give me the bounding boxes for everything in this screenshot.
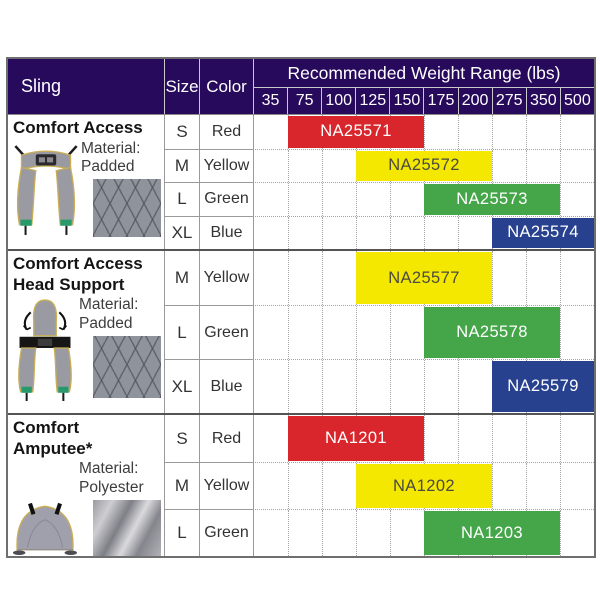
- grid-line: [458, 360, 459, 413]
- weight-track: [253, 149, 594, 183]
- weight-tick: 275: [492, 88, 526, 114]
- color-column-header: Color: [199, 59, 253, 114]
- color-value: Blue: [199, 359, 253, 413]
- size-value: L: [164, 509, 199, 556]
- product-title: Comfort Access: [13, 118, 143, 137]
- weight-range-bar: NA25573: [424, 184, 560, 215]
- grid-line: [560, 510, 561, 556]
- grid-line: [424, 360, 425, 413]
- grid-line: [288, 510, 289, 556]
- weight-range-header: [253, 59, 594, 114]
- weight-range-bar: NA1202: [356, 464, 492, 508]
- color-value: Red: [199, 115, 253, 149]
- table-row: [164, 149, 594, 183]
- grid-line: [322, 510, 323, 556]
- size-value: L: [164, 305, 199, 359]
- grid-line: [560, 415, 561, 462]
- size-value: XL: [164, 359, 199, 413]
- table-header: [8, 59, 594, 114]
- weight-range-bar: NA25571: [288, 116, 424, 148]
- grid-line: [560, 463, 561, 509]
- sling-column-header: Sling: [21, 76, 62, 96]
- grid-line: [356, 360, 357, 413]
- grid-line: [390, 510, 391, 556]
- grid-line: [390, 183, 391, 216]
- grid-line: [322, 150, 323, 183]
- weight-track: [253, 415, 594, 462]
- table-row: [164, 115, 594, 149]
- size-column-header: Size: [164, 59, 199, 114]
- color-value: Yellow: [199, 462, 253, 509]
- grid-line: [322, 183, 323, 216]
- grid-line: [492, 415, 493, 462]
- material-and-swatch: [79, 140, 161, 237]
- table-row: [164, 251, 594, 305]
- grid-line: [288, 251, 289, 305]
- padded-fabric-swatch: [93, 336, 161, 398]
- grid-line: [492, 115, 493, 149]
- color-value: Green: [199, 509, 253, 556]
- grid-line: [458, 115, 459, 149]
- group-rows: [164, 415, 594, 556]
- grid-line: [288, 150, 289, 183]
- table-row: [164, 305, 594, 359]
- product-group-comfort-access: [8, 114, 594, 249]
- weight-tick-row: [254, 88, 594, 114]
- table-row: [164, 509, 594, 556]
- weight-track: [253, 305, 594, 359]
- table-row: [164, 462, 594, 509]
- weight-tick: 500: [560, 88, 594, 114]
- grid-line: [424, 115, 425, 149]
- comfort-access-head-support-sling-image: [13, 296, 77, 402]
- sling-cell: [8, 115, 164, 249]
- weight-tick: 175: [423, 88, 457, 114]
- color-value: Yellow: [199, 251, 253, 305]
- grid-line: [322, 251, 323, 305]
- product-detail: [13, 460, 161, 556]
- material-text: [79, 460, 161, 497]
- grid-line: [458, 415, 459, 462]
- color-value: Red: [199, 415, 253, 462]
- weight-track: [253, 251, 594, 305]
- grid-line: [492, 150, 493, 183]
- weight-track: [253, 216, 594, 250]
- grid-line: [526, 150, 527, 183]
- color-value: Yellow: [199, 149, 253, 183]
- weight-range-bar: NA25579: [492, 361, 594, 412]
- grid-line: [560, 183, 561, 216]
- material-text: [81, 140, 161, 177]
- grid-line: [424, 217, 425, 250]
- material-text: [79, 296, 161, 333]
- grid-line: [560, 115, 561, 149]
- weight-track: [253, 509, 594, 556]
- weight-range-bar: NA25578: [424, 307, 560, 358]
- grid-line: [288, 360, 289, 413]
- sling-cell: [8, 415, 164, 556]
- size-value: S: [164, 115, 199, 149]
- weight-range-bar: NA1201: [288, 416, 424, 461]
- weight-range-title: Recommended Weight Range (lbs): [254, 59, 594, 88]
- grid-line: [492, 251, 493, 305]
- product-title: Comfort Amputee*: [13, 418, 93, 458]
- material-label: Material:: [81, 139, 141, 157]
- product-group-comfort-access-head-support: [8, 249, 594, 413]
- group-rows: [164, 251, 594, 413]
- product-group-comfort-amputee: [8, 413, 594, 556]
- grid-line: [322, 463, 323, 509]
- weight-tick: 150: [389, 88, 423, 114]
- material-and-swatch: [77, 460, 161, 556]
- grid-line: [390, 306, 391, 359]
- grid-line: [390, 360, 391, 413]
- material-label: Material:: [79, 296, 139, 314]
- size-value: XL: [164, 216, 199, 250]
- grid-line: [492, 463, 493, 509]
- weight-tick: 100: [321, 88, 355, 114]
- table-row: [164, 216, 594, 250]
- color-value: Blue: [199, 216, 253, 250]
- product-detail: [13, 296, 161, 402]
- size-value: S: [164, 415, 199, 462]
- product-title: Comfort Access Head Support: [13, 254, 143, 294]
- comfort-amputee-sling-image: [13, 460, 77, 556]
- material-value: Padded: [81, 158, 135, 176]
- weight-track: [253, 462, 594, 509]
- table-row: [164, 182, 594, 216]
- weight-tick: 35: [261, 92, 280, 109]
- grid-line: [356, 306, 357, 359]
- grid-line: [560, 306, 561, 359]
- sling-cell: [8, 251, 164, 413]
- grid-line: [560, 150, 561, 183]
- group-rows: [164, 115, 594, 249]
- grid-line: [322, 306, 323, 359]
- material-and-swatch: [77, 296, 161, 402]
- grid-line: [424, 415, 425, 462]
- sling-weight-range-table: [6, 57, 596, 558]
- comfort-access-sling-image: [13, 140, 79, 237]
- material-label: Material:: [79, 460, 139, 478]
- weight-track: [253, 182, 594, 216]
- size-value: M: [164, 462, 199, 509]
- grid-line: [458, 217, 459, 250]
- table-row: [164, 359, 594, 413]
- sling-illustration: [13, 498, 77, 556]
- grid-line: [560, 251, 561, 305]
- grid-line: [526, 251, 527, 305]
- size-value: M: [164, 149, 199, 183]
- weight-tick: 350: [526, 88, 560, 114]
- weight-range-bar: NA25574: [492, 218, 594, 249]
- weight-range-bar: NA25577: [356, 252, 492, 304]
- weight-range-bar: NA1203: [424, 511, 560, 555]
- grid-line: [356, 510, 357, 556]
- table-row: [164, 415, 594, 462]
- grid-line: [390, 217, 391, 250]
- padded-fabric-swatch: [93, 179, 161, 237]
- sling-illustration: [13, 296, 77, 402]
- grid-line: [288, 217, 289, 250]
- grid-line: [322, 360, 323, 413]
- grid-line: [526, 115, 527, 149]
- grid-line: [356, 183, 357, 216]
- grid-line: [526, 463, 527, 509]
- grid-line: [288, 183, 289, 216]
- grid-line: [526, 415, 527, 462]
- weight-range-bar: NA25572: [356, 151, 492, 182]
- sling-illustration: [13, 143, 79, 237]
- weight-tick: 75: [287, 88, 321, 114]
- grid-line: [288, 306, 289, 359]
- grid-line: [322, 217, 323, 250]
- product-detail: [13, 140, 161, 237]
- size-value: L: [164, 182, 199, 216]
- weight-track: [253, 359, 594, 413]
- color-value: Green: [199, 182, 253, 216]
- weight-track: [253, 115, 594, 149]
- polyester-fabric-swatch: [93, 500, 161, 556]
- weight-tick: 200: [458, 88, 492, 114]
- size-value: M: [164, 251, 199, 305]
- grid-line: [288, 463, 289, 509]
- grid-line: [356, 217, 357, 250]
- material-value: Padded: [79, 315, 133, 333]
- material-value: Polyester: [79, 479, 144, 497]
- color-value: Green: [199, 305, 253, 359]
- weight-tick: 125: [355, 88, 389, 114]
